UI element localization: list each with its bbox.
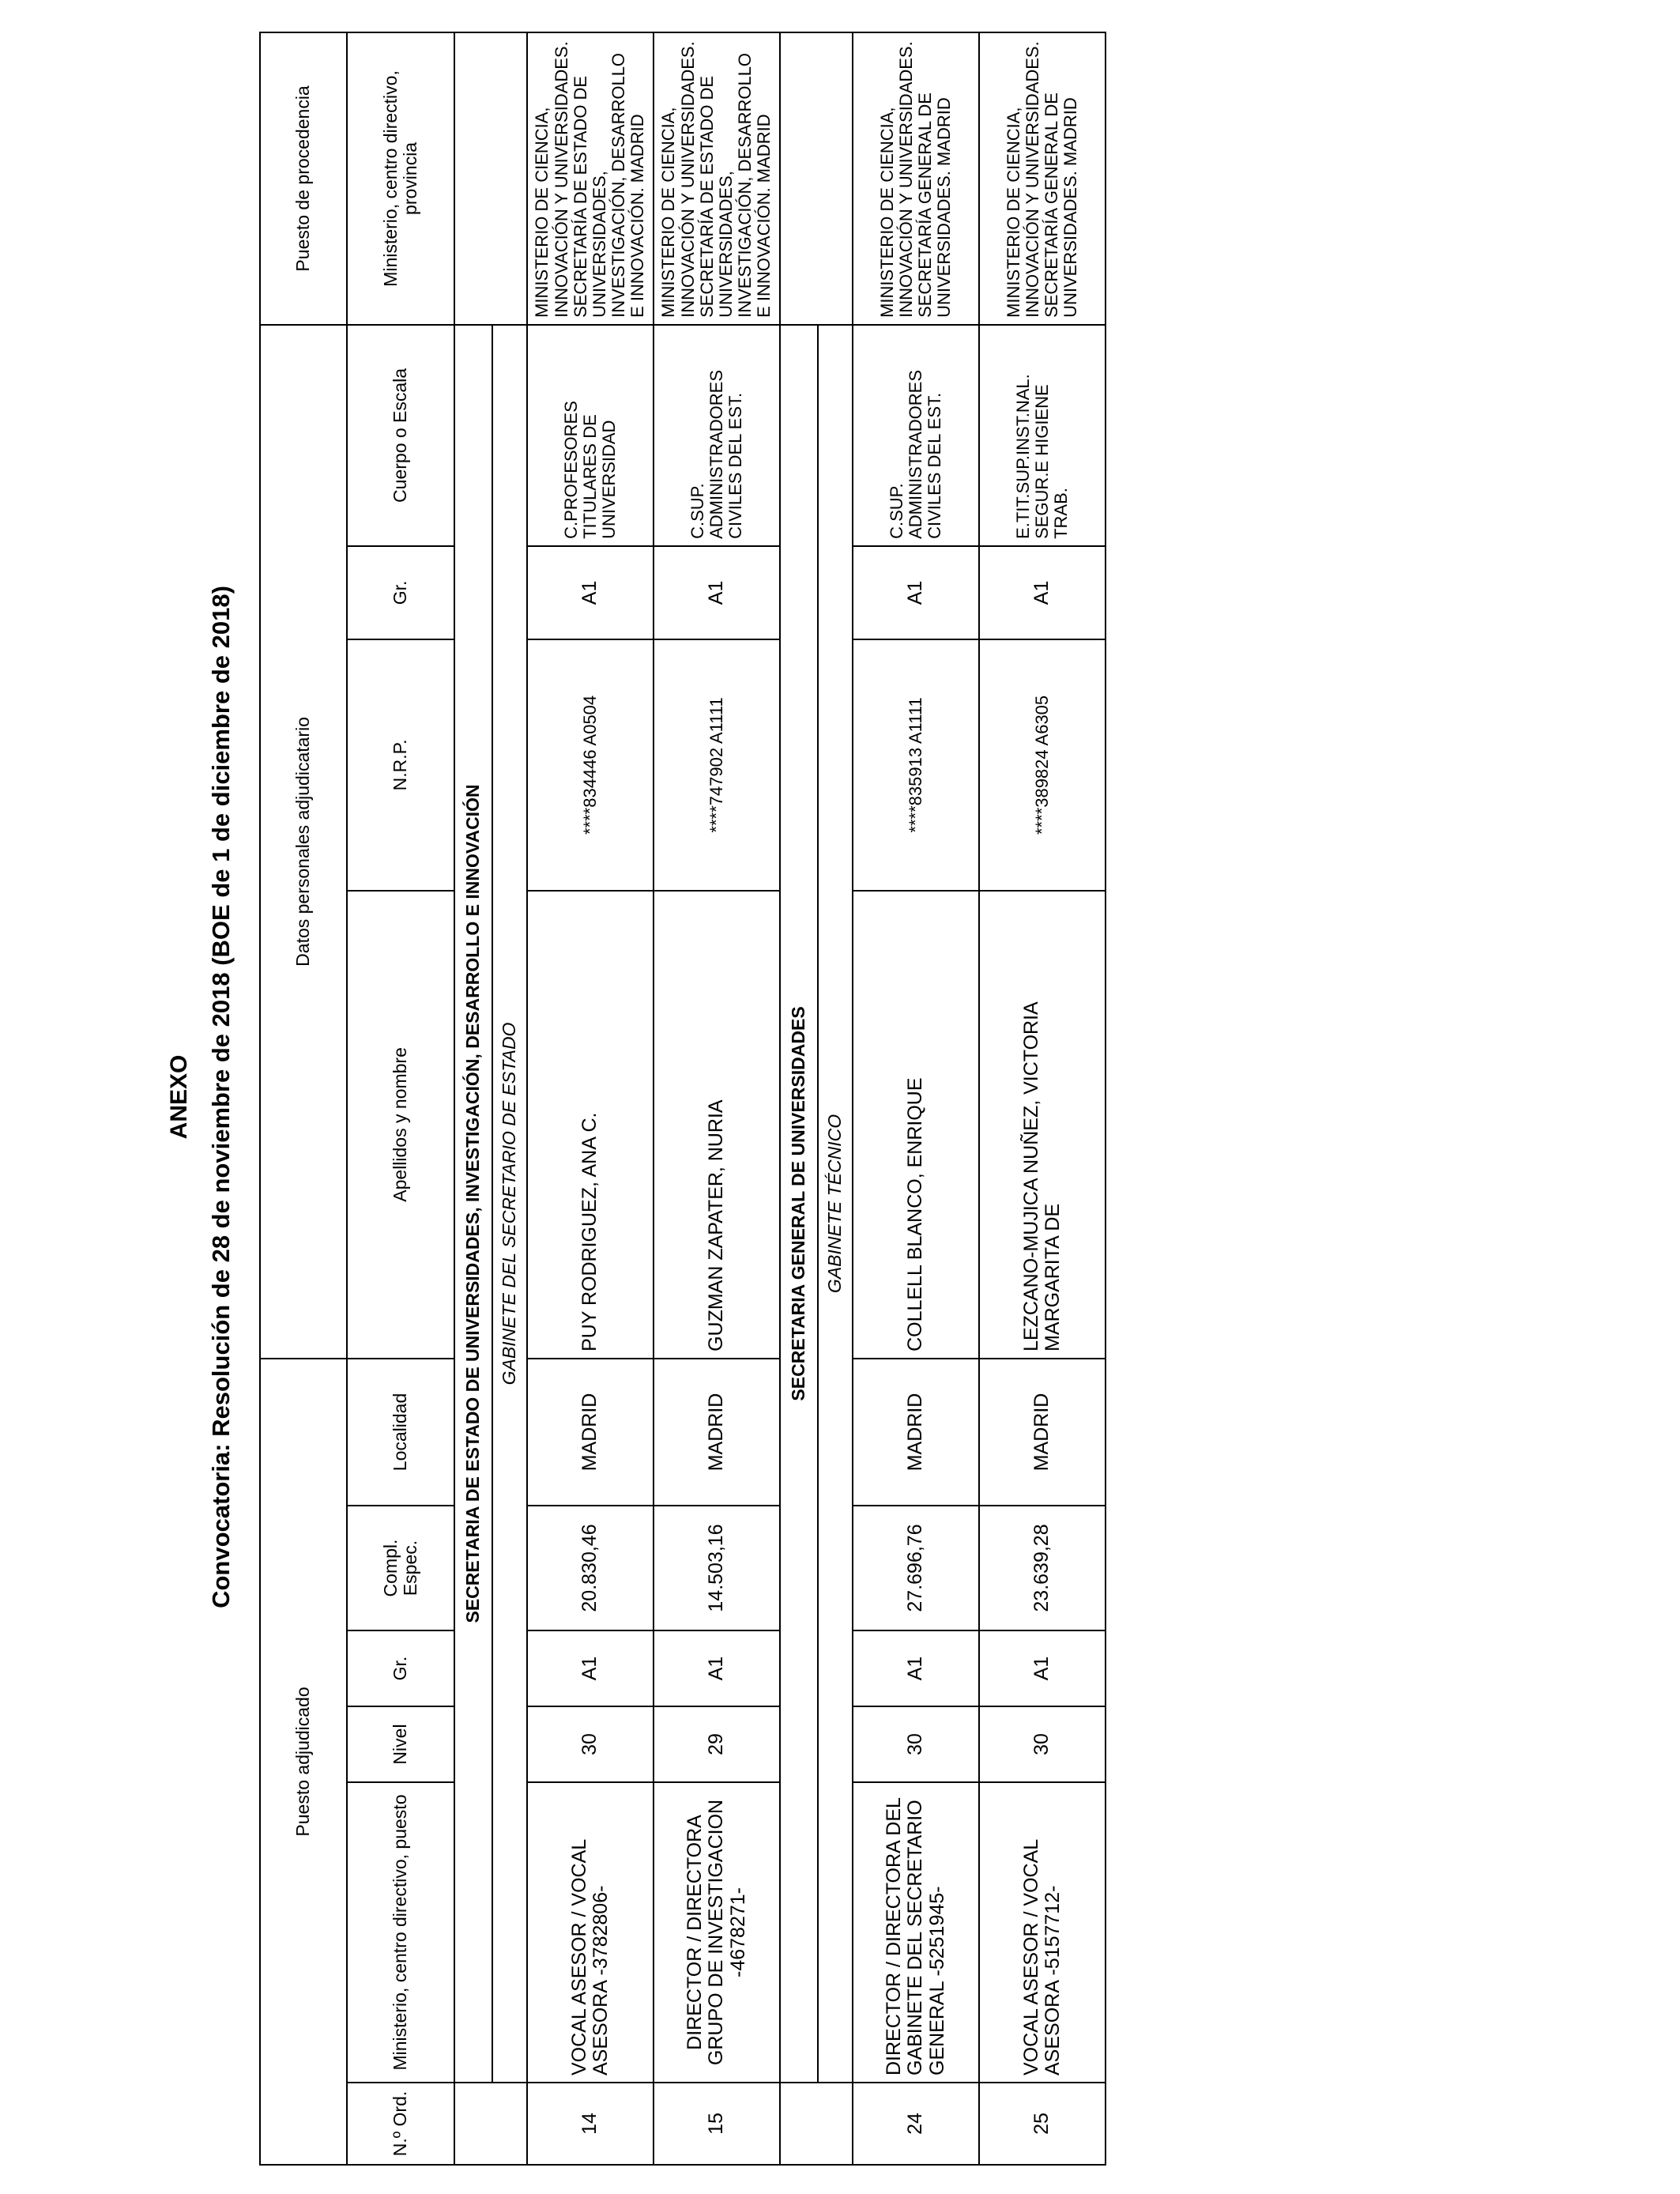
cell-nivel: 29 xyxy=(654,1706,780,1782)
col-cuerpo-escala: Cuerpo o Escala xyxy=(347,325,454,546)
cell-gr-personal: A1 xyxy=(853,546,979,639)
document-subtitle: Convocatoria: Resolución de 28 de noviembre de 2018 (BOE de 1 de diciembre de 2018) xyxy=(207,586,235,1608)
anexo-table xyxy=(259,32,1106,2166)
cell-nivel: 30 xyxy=(527,1706,654,1782)
cell-localidad: MADRID xyxy=(527,1359,654,1506)
table-row xyxy=(527,32,654,2165)
cell-nrp: ****834446 A0504 xyxy=(527,639,654,891)
cell-cuerpo-escala: C.PROFESORES TITULARES DE UNIVERSIDAD xyxy=(527,325,654,546)
cell-nivel: 30 xyxy=(979,1706,1106,1782)
header-group-row xyxy=(260,32,347,2165)
cell-gr: A1 xyxy=(979,1630,1106,1706)
cell-procedencia: MINISTERIO DE CIENCIA, INNOVACIÓN Y UNIVERSIDADES. SECRETARÍA GENERAL DE UNIVERSIDADES. MADRID xyxy=(979,32,1106,325)
header-datos-personales: Datos personales adjudicatario xyxy=(260,325,347,1359)
section-title: SECRETARIA GENERAL DE UNIVERSIDADES xyxy=(780,325,818,2083)
section-title: SECRETARIA DE ESTADO DE UNIVERSIDADES, INVESTIGACIÓN, DESARROLLO E INNOVACIÓN xyxy=(454,325,492,2083)
cell-gr: A1 xyxy=(853,1630,979,1706)
cell-procedencia: MINISTERIO DE CIENCIA, INNOVACIÓN Y UNIVERSIDADES. SECRETARÍA GENERAL DE UNIVERSIDADES. MADRID xyxy=(853,32,979,325)
cell-procedencia: MINISTERIO DE CIENCIA, INNOVACIÓN Y UNIVERSIDADES. SECRETARÍA DE ESTADO DE UNIVERSIDADES, INVESTIGACIÓN, DESARROLLO E INNOVACIÓN. MADRID xyxy=(654,32,780,325)
cell-compl-espec: 14.503,16 xyxy=(654,1506,780,1630)
cell-cuerpo-escala: E.TIT.SUP.INST.NAL. SEGUR.E HIGIENE TRAB. xyxy=(979,325,1106,546)
section-header-row xyxy=(454,32,492,2165)
cell-gr-personal: A1 xyxy=(979,546,1106,639)
section-num-spacer xyxy=(454,2083,527,2165)
section-header-row xyxy=(780,32,818,2165)
cell-nrp: ****835913 A1111 xyxy=(853,639,979,891)
section-subtitle: GABINETE DEL SECRETARIO DE ESTADO xyxy=(492,325,527,2083)
cell-gr: A1 xyxy=(654,1630,780,1706)
header-puesto-procedencia: Puesto de procedencia xyxy=(260,32,347,325)
cell-puesto: DIRECTOR / DIRECTORA DEL GABINETE DEL SECRETARIO GENERAL -5251945- xyxy=(853,1782,979,2083)
cell-num: 15 xyxy=(654,2083,780,2165)
cell-nrp: ****747902 A1111 xyxy=(654,639,780,891)
cell-compl-espec: 27.696,76 xyxy=(853,1506,979,1630)
cell-puesto: DIRECTOR / DIRECTORA GRUPO DE INVESTIGACION -4678271- xyxy=(654,1782,780,2083)
cell-compl-espec: 20.830,46 xyxy=(527,1506,654,1630)
cell-num: 24 xyxy=(853,2083,979,2165)
section-num-spacer xyxy=(780,2083,853,2165)
header-puesto-adjudicado: Puesto adjudicado xyxy=(260,1359,347,2165)
col-num-ord: N.º Ord. xyxy=(347,2083,454,2165)
cell-apellidos-nombre: GUZMAN ZAPATER, NURIA xyxy=(654,891,780,1359)
cell-localidad: MADRID xyxy=(654,1359,780,1506)
col-gr: Gr. xyxy=(347,1630,454,1706)
col-ministerio-puesto: Ministerio, centro directivo, puesto xyxy=(347,1782,454,2083)
cell-puesto: VOCAL ASESOR / VOCAL ASESORA -5157712- xyxy=(979,1782,1106,2083)
cell-cuerpo-escala: C.SUP. ADMINISTRADORES CIVILES DEL EST. xyxy=(853,325,979,546)
header-column-row xyxy=(347,32,454,2165)
cell-apellidos-nombre: COLLELL BLANCO, ENRIQUE xyxy=(853,891,979,1359)
col-compl-espec: Compl. Espec. xyxy=(347,1506,454,1630)
table-row xyxy=(654,32,780,2165)
col-nrp: N.R.P. xyxy=(347,639,454,891)
cell-nivel: 30 xyxy=(853,1706,979,1782)
cell-gr: A1 xyxy=(527,1630,654,1706)
cell-gr-personal: A1 xyxy=(527,546,654,639)
col-localidad: Localidad xyxy=(347,1359,454,1506)
table-row xyxy=(853,32,979,2165)
table-row xyxy=(979,32,1106,2165)
section-procedencia-spacer xyxy=(780,32,853,325)
section-subheader-row xyxy=(492,32,527,2165)
col-ministerio-procedencia: Ministerio, centro directivo, provincia xyxy=(347,32,454,325)
section-subtitle: GABINETE TÉCNICO xyxy=(818,325,853,2083)
cell-localidad: MADRID xyxy=(853,1359,979,1506)
cell-nrp: ****389824 A6305 xyxy=(979,639,1106,891)
document-title: ANEXO xyxy=(166,1054,192,1140)
col-gr-personal: Gr. xyxy=(347,546,454,639)
section-subheader-row xyxy=(818,32,853,2165)
col-nivel: Nivel xyxy=(347,1706,454,1782)
cell-gr-personal: A1 xyxy=(654,546,780,639)
cell-localidad: MADRID xyxy=(979,1359,1106,1506)
col-apellidos-nombre: Apellidos y nombre xyxy=(347,891,454,1359)
cell-apellidos-nombre: PUY RODRIGUEZ, ANA C. xyxy=(527,891,654,1359)
section-procedencia-spacer xyxy=(454,32,527,325)
cell-cuerpo-escala: C.SUP. ADMINISTRADORES CIVILES DEL EST. xyxy=(654,325,780,546)
cell-compl-espec: 23.639,28 xyxy=(979,1506,1106,1630)
cell-puesto: VOCAL ASESOR / VOCAL ASESORA -3782806- xyxy=(527,1782,654,2083)
cell-procedencia: MINISTERIO DE CIENCIA, INNOVACIÓN Y UNIVERSIDADES. SECRETARÍA DE ESTADO DE UNIVERSIDADES, INVESTIGACIÓN, DESARROLLO E INNOVACIÓN. MADRID xyxy=(527,32,654,325)
cell-apellidos-nombre: LEZCANO-MUJICA NUÑEZ, VICTORIA MARGARITA DE xyxy=(979,891,1106,1359)
cell-num: 14 xyxy=(527,2083,654,2165)
cell-num: 25 xyxy=(979,2083,1106,2165)
